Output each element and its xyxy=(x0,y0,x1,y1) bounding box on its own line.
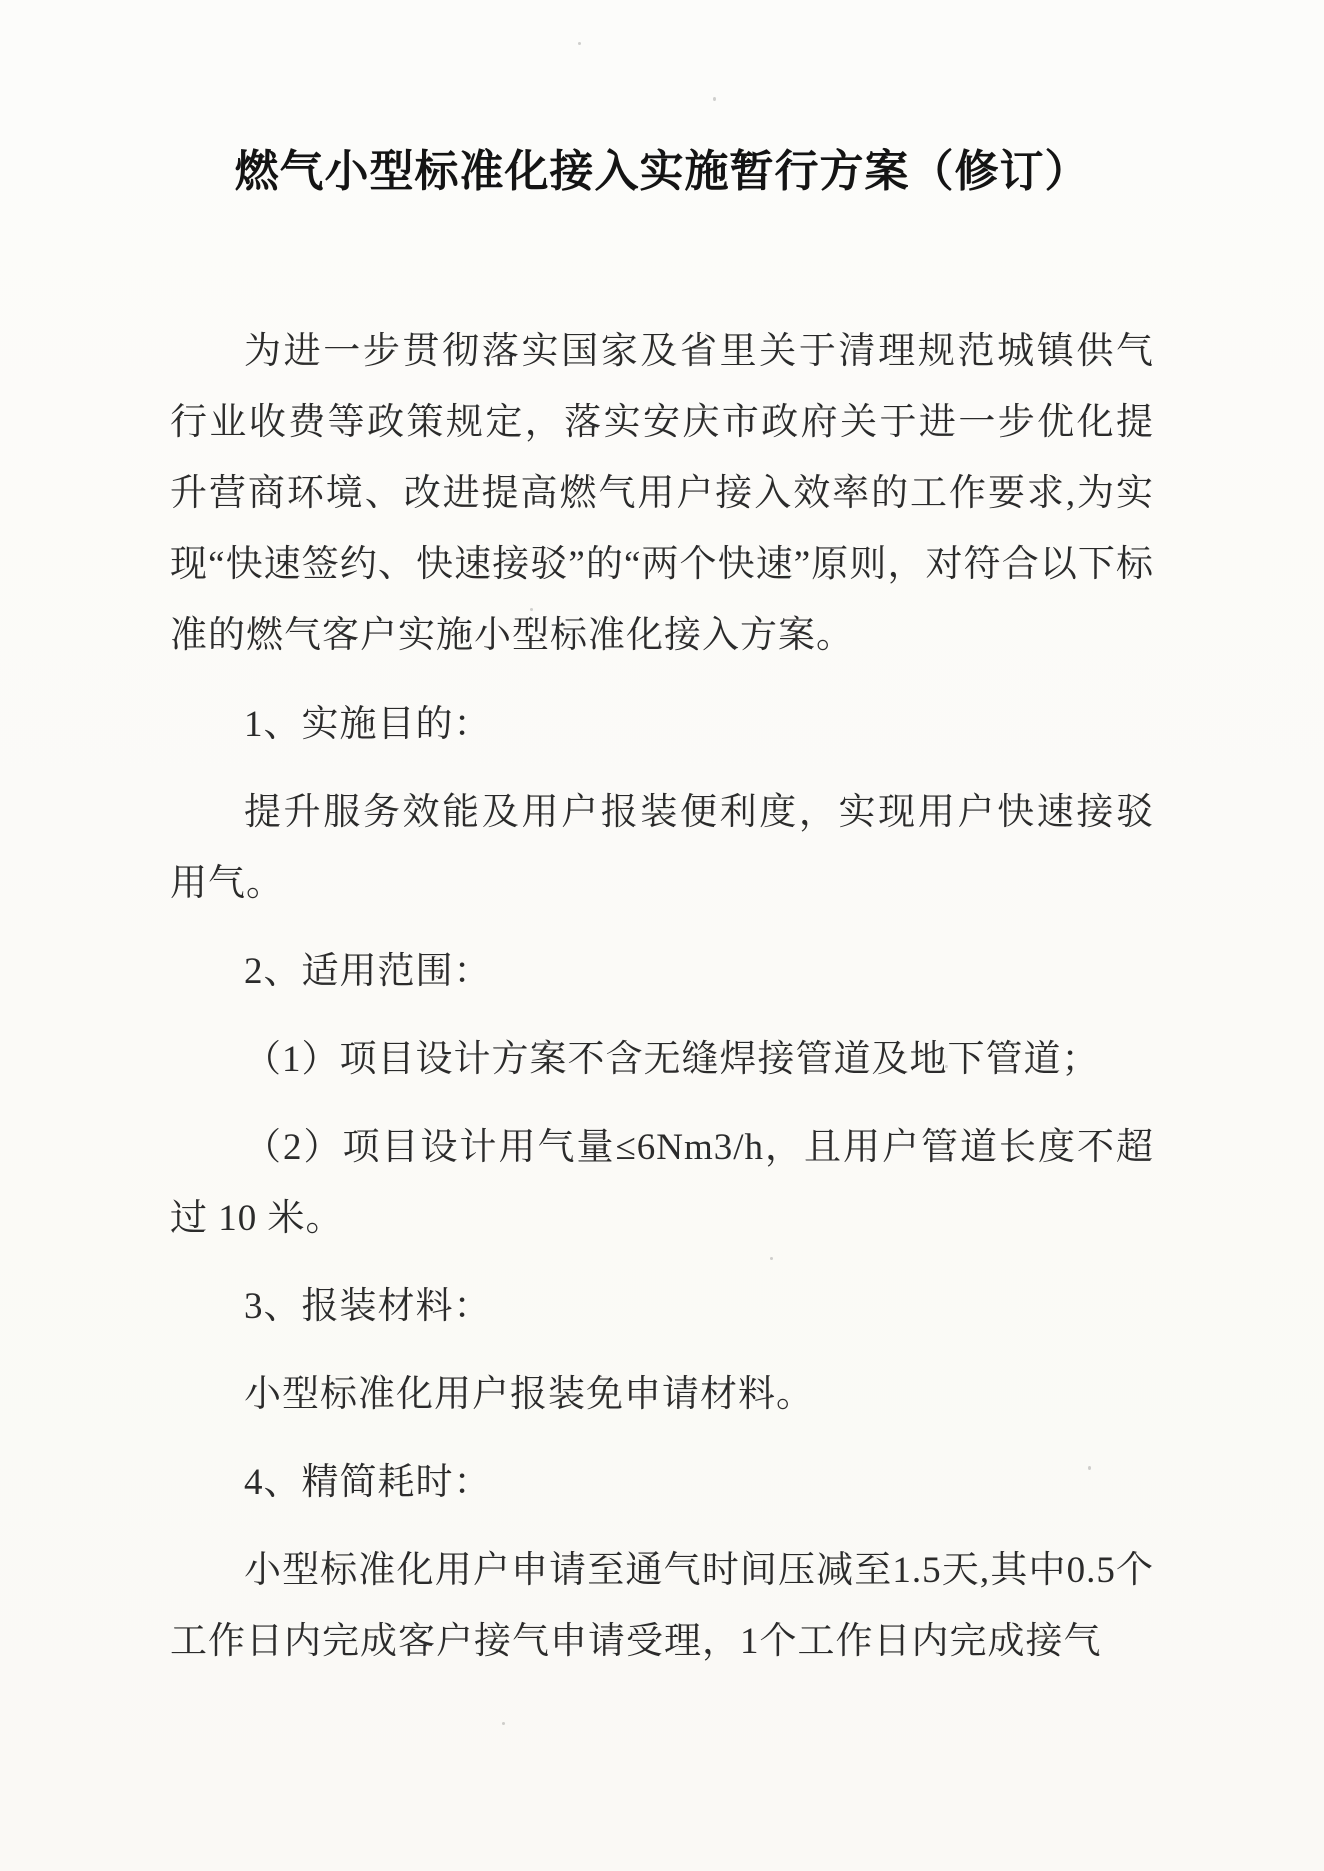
section-2-item-2: （2）项目设计用气量≤6Nm3/h，且用户管道长度不超过 10 米。 xyxy=(170,1127,1154,1239)
scan-speck xyxy=(502,1722,505,1725)
scan-speck xyxy=(578,42,581,45)
section-2-item-1: （1）项目设计方案不含无缝焊接管道及地下管道； xyxy=(244,1039,1100,1080)
section-1-heading: 1、实施目的： xyxy=(244,704,492,745)
scan-speck xyxy=(770,1257,773,1260)
section-3-paragraph: 小型标准化用户报装免申请材料。 xyxy=(244,1374,814,1415)
section-4-paragraph: 小型标准化用户申请至通气时间压减至1.5天,其中0.5个工作日内完成客户接气申请受理，1个工作日内完成接气 xyxy=(170,1550,1154,1662)
scan-speck xyxy=(945,1065,948,1068)
scan-speck xyxy=(530,608,533,611)
section-2-heading: 2、适用范围： xyxy=(244,951,492,992)
intro-paragraph: 为进一步贯彻落实国家及省里关于清理规范城镇供气行业收费等政策规定，落实安庆市政府关于进一步优化提升营商环境、改进提高燃气用户接入效率的工作要求,为实现“快速签约、快速接驳”的“两个快速”原则，对符合以下标准的燃气客户实施小型标准化接入方案。 xyxy=(170,331,1154,656)
document-title: 燃气小型标准化接入实施暂行方案（修订） xyxy=(234,147,1090,196)
section-3-heading: 3、报装材料： xyxy=(244,1286,492,1327)
section-4-heading: 4、精简耗时： xyxy=(244,1462,492,1503)
section-1-paragraph: 提升服务效能及用户报装便利度，实现用户快速接驳用气。 xyxy=(170,792,1154,904)
scan-speck xyxy=(713,97,716,101)
scan-speck xyxy=(1088,1466,1091,1470)
